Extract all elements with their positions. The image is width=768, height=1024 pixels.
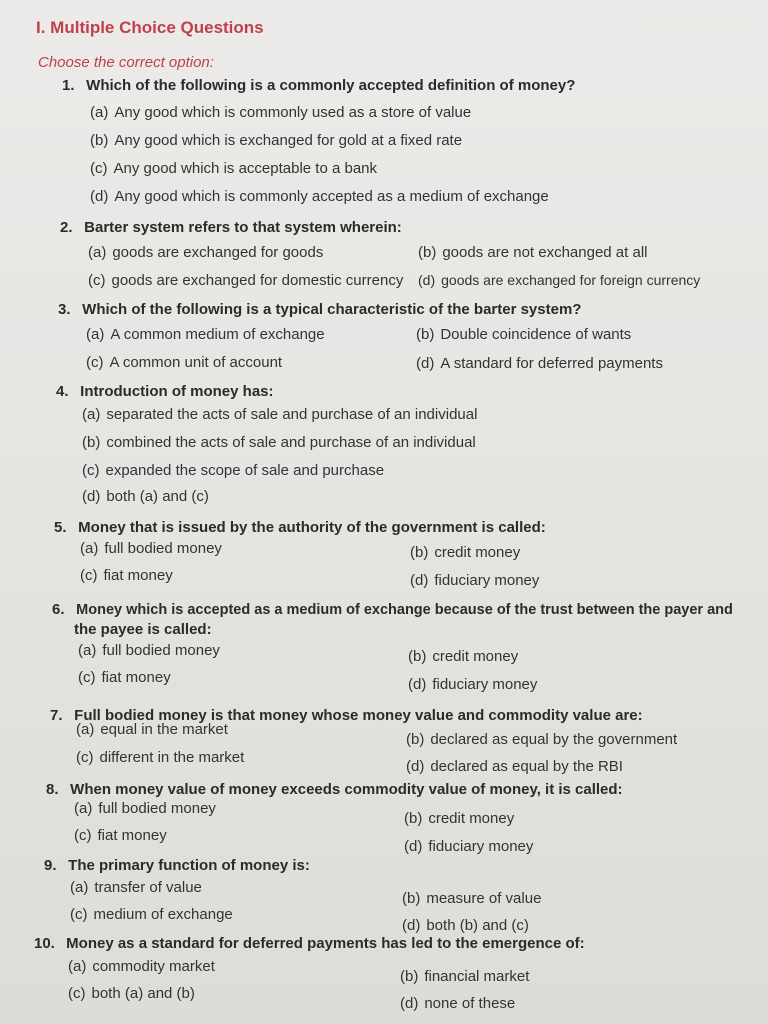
option-d: (d) Any good which is commonly accepted as a medium of exchange	[90, 188, 549, 205]
option-c: (c) fiat money	[80, 567, 173, 584]
option-b: (b) Double coincidence of wants	[416, 326, 632, 343]
option-a: (a) equal in the market	[76, 721, 228, 738]
question-1	[62, 76, 575, 95]
question-8	[46, 780, 623, 799]
question-9	[44, 856, 310, 875]
section-title: I. Multiple Choice Questions	[36, 18, 264, 37]
question-4	[56, 382, 274, 401]
option-c: (c) A common unit of account	[86, 354, 283, 371]
option-c: (c) medium of exchange	[70, 906, 233, 923]
option-c: (c) Any good which is acceptable to a bank	[90, 160, 378, 177]
option-b: (b) goods are not exchanged at all	[418, 244, 648, 261]
question-number: 1.	[62, 77, 75, 94]
option-b: (b) declared as equal by the government	[406, 731, 678, 748]
question-10	[34, 934, 585, 953]
question-number: 5.	[54, 519, 67, 536]
option-d: (d) goods are exchanged for foreign currency	[418, 272, 701, 288]
question-stem: Barter system refers to that system wherein:	[84, 219, 402, 236]
question-stem-continued: the payee is called:	[74, 621, 212, 638]
option-a: (a) A common medium of exchange	[86, 326, 325, 343]
option-c: (c) goods are exchanged for domestic currency	[88, 272, 404, 289]
question-number: 10.	[34, 935, 55, 952]
option-b: (b) credit money	[410, 544, 521, 561]
question-stem: Money which is accepted as a medium of exchange because of the trust between the payer and	[76, 602, 733, 618]
option-c: (c) fiat money	[78, 669, 171, 686]
question-stem: Which of the following is a typical characteristic of the barter system?	[82, 301, 582, 318]
question-stem: Full bodied money is that money whose money value and commodity value are:	[74, 707, 643, 724]
question-number: 8.	[46, 781, 59, 798]
question-number: 7.	[50, 707, 63, 724]
question-6	[52, 600, 733, 639]
option-a: (a) goods are exchanged for goods	[88, 244, 324, 261]
question-5	[54, 518, 546, 537]
option-a: (a) full bodied money	[78, 642, 220, 659]
option-c: (c) expanded the scope of sale and purchase	[82, 462, 385, 479]
option-c: (c) different in the market	[76, 749, 245, 766]
option-a: (a) transfer of value	[70, 879, 202, 896]
option-d: (d) fiduciary money	[408, 676, 538, 693]
option-a: (a) full bodied money	[80, 540, 222, 557]
question-2	[60, 218, 402, 237]
question-stem: Money as a standard for deferred payments has led to the emergence of:	[66, 935, 585, 952]
option-d: (d) A standard for deferred payments	[416, 355, 663, 372]
option-a: (a) Any good which is commonly used as a store of value	[90, 104, 472, 121]
option-b: (b) Any good which is exchanged for gold at a fixed rate	[90, 132, 463, 149]
option-d: (d) fiduciary money	[410, 572, 540, 589]
option-c: (c) both (a) and (b)	[68, 985, 195, 1002]
question-number: 2.	[60, 219, 73, 236]
question-stem: Introduction of money has:	[80, 383, 274, 400]
option-d: (d) none of these	[400, 995, 516, 1012]
question-number: 6.	[52, 601, 65, 618]
option-d: (d) both (b) and (c)	[402, 917, 529, 934]
question-number: 3.	[58, 301, 71, 318]
option-a: (a) full bodied money	[74, 800, 216, 817]
option-a: (a) separated the acts of sale and purchase of an individual	[82, 406, 478, 423]
option-b: (b) combined the acts of sale and purchase of an individual	[82, 434, 476, 451]
option-d: (d) fiduciary money	[404, 838, 534, 855]
question-number: 9.	[44, 857, 57, 874]
option-d: (d) declared as equal by the RBI	[406, 758, 623, 775]
question-stem: Which of the following is a commonly accepted definition of money?	[86, 77, 576, 94]
question-3	[58, 300, 581, 319]
option-b: (b) credit money	[408, 648, 519, 665]
question-stem: When money value of money exceeds commodity value of money, it is called:	[70, 781, 623, 798]
question-stem: The primary function of money is:	[68, 857, 310, 874]
instruction-text: Choose the correct option:	[38, 54, 214, 71]
option-a: (a) commodity market	[68, 958, 215, 975]
question-number: 4.	[56, 383, 69, 400]
option-b: (b) measure of value	[402, 890, 542, 907]
question-stem: Money that is issued by the authority of the government is called:	[78, 519, 546, 536]
option-c: (c) fiat money	[74, 827, 167, 844]
option-b: (b) financial market	[400, 968, 530, 985]
option-b: (b) credit money	[404, 810, 515, 827]
option-d: (d) both (a) and (c)	[82, 488, 209, 505]
